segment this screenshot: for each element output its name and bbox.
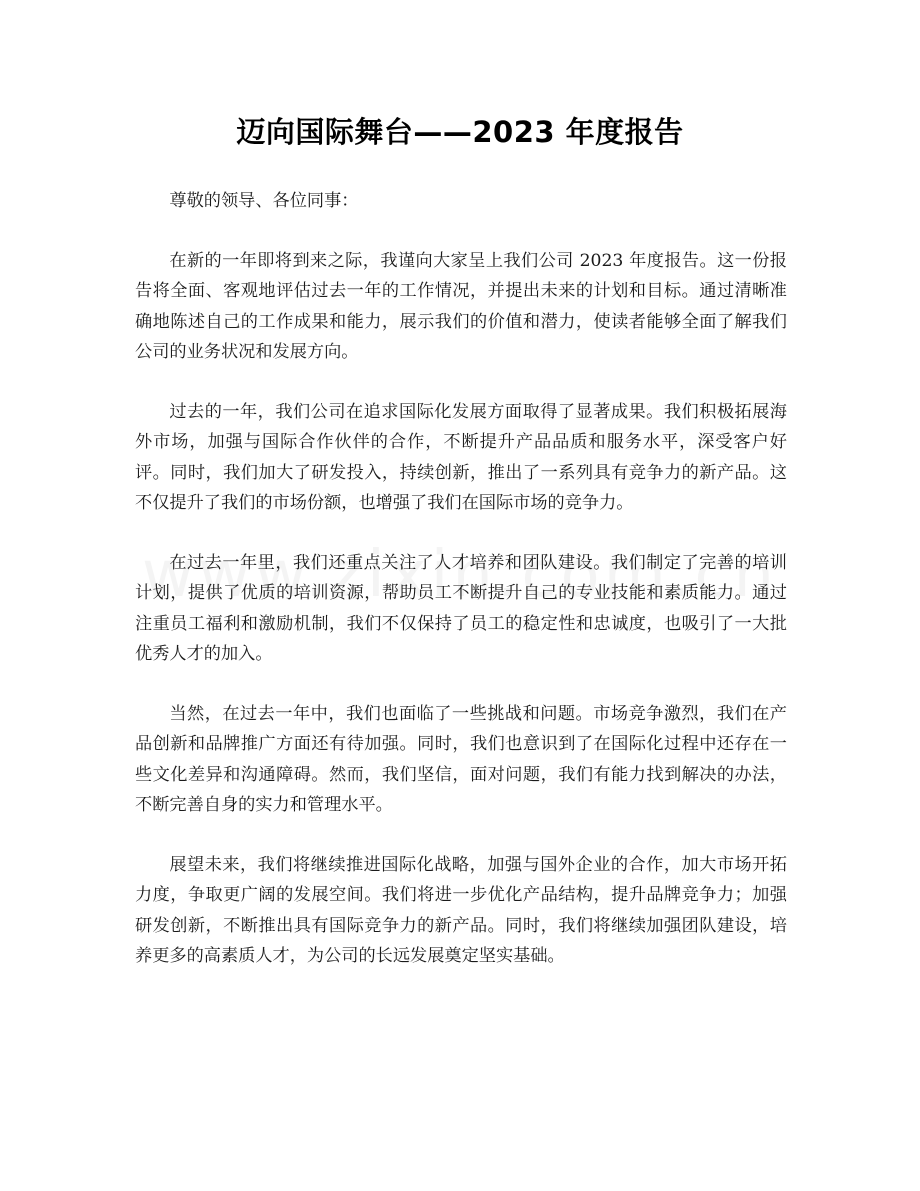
- greeting: 尊敬的领导、各位同事：: [169, 191, 359, 211]
- page-title: 迈向国际舞台——2023 年度报告: [236, 115, 684, 149]
- paragraph-talent: 在过去一年里，我们还重点关注了人才培养和团队建设。我们制定了完善的培训计划，提供了优质的培训资源，帮助员工不断提升自己的专业技能和素质能力。通过注重员工福利和激励机制，我们不仅保持了员工的稳定性和忠诚度，也吸引了一大批优秀人才的加入。: [135, 552, 787, 664]
- document-body: [135, 186, 787, 1001]
- paragraph-challenges: 当然，在过去一年中，我们也面临了一些挑战和问题。市场竞争激烈，我们在产品创新和品牌推广方面还有待加强。同时，我们也意识到了在国际化过程中还存在一些文化差异和沟通障碍。然而，我们坚信，面对问题，我们有能力找到解决的办法，不断完善自身的实力和管理水平。: [135, 703, 787, 815]
- paragraph-outlook: 展望未来，我们将继续推进国际化战略，加强与国外企业的合作，加大市场开拓力度，争取更广阔的发展空间。我们将进一步优化产品结构，提升品牌竞争力；加强研发创新，不断推出具有国际竞争力的新产品。同时，我们将继续加强团队建设，培养更多的高素质人才，为公司的长远发展奠定坚实基础。: [135, 854, 787, 966]
- paragraph-achievements: 过去的一年，我们公司在追求国际化发展方面取得了显著成果。我们积极拓展海外市场，加强与国际合作伙伴的合作，不断提升产品品质和服务水平，深受客户好评。同时，我们加大了研发投入，持续创新，推出了一系列具有竞争力的新产品。这不仅提升了我们的市场份额，也增强了我们在国际市场的竞争力。: [135, 401, 787, 513]
- paragraph-intro: 在新的一年即将到来之际，我谨向大家呈上我们公司 2023 年度报告。这一份报告将全面、客观地评估过去一年的工作情况，并提出未来的计划和目标。通过清晰准确地陈述自己的工作成果和能力，展示我们的价值和潜力，使读者能够全面了解我们公司的业务状况和发展方向。: [135, 250, 787, 362]
